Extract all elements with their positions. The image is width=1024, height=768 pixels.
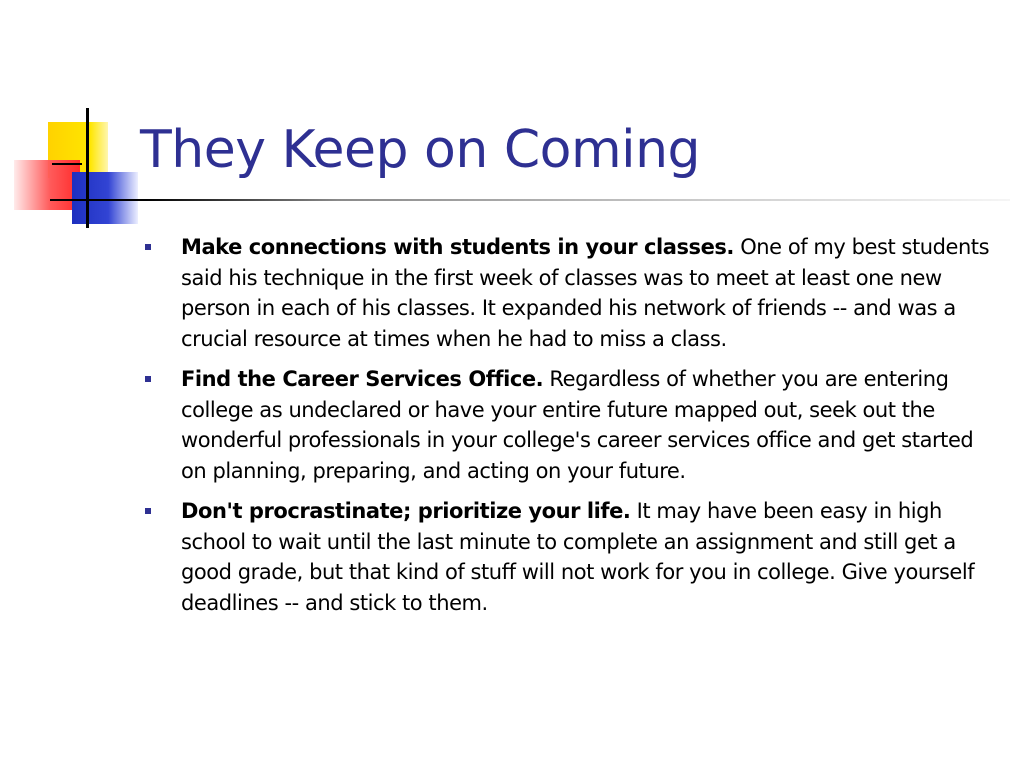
title-underline-rule <box>50 199 1010 201</box>
slide-title: They Keep on Coming <box>140 120 701 180</box>
bullet-body-text: One of my best students said his technique in the first week of classes was to meet at least one new person in each of his classes. It expanded his network of friends -- and was a crucial resource at times when he had to miss a class. <box>181 235 990 351</box>
decorative-squares-logo <box>0 0 160 240</box>
square-bullet-icon <box>145 508 151 514</box>
bullet-list <box>140 232 1000 628</box>
vertical-rule <box>86 108 89 228</box>
bullet-body-text: Regardless of whether you are entering college as undeclared or have your entire future mapped out, seek out the wonderful professionals in your college's career services office and get started on planning, preparing, and acting on your future. <box>181 367 974 483</box>
bullet-item <box>140 364 1000 486</box>
bullet-lead-text: Make connections with students in your classes. <box>181 235 734 259</box>
bullet-body-text: It may have been easy in high school to wait until the last minute to complete an assignment and still get a good grade, but that kind of stuff will not work for you in college. Give yourself deadlines -- and stick to them. <box>181 499 975 615</box>
square-bullet-icon <box>145 376 151 382</box>
blue-square-shape <box>72 172 138 224</box>
short-horizontal-rule <box>52 163 82 165</box>
bullet-lead-text: Find the Career Services Office. <box>181 367 544 391</box>
bullet-item <box>140 496 1000 618</box>
square-bullet-icon <box>145 244 151 250</box>
bullet-item <box>140 232 1000 354</box>
bullet-lead-text: Don't procrastinate; prioritize your life. <box>181 499 631 523</box>
red-square-shape <box>14 160 80 210</box>
